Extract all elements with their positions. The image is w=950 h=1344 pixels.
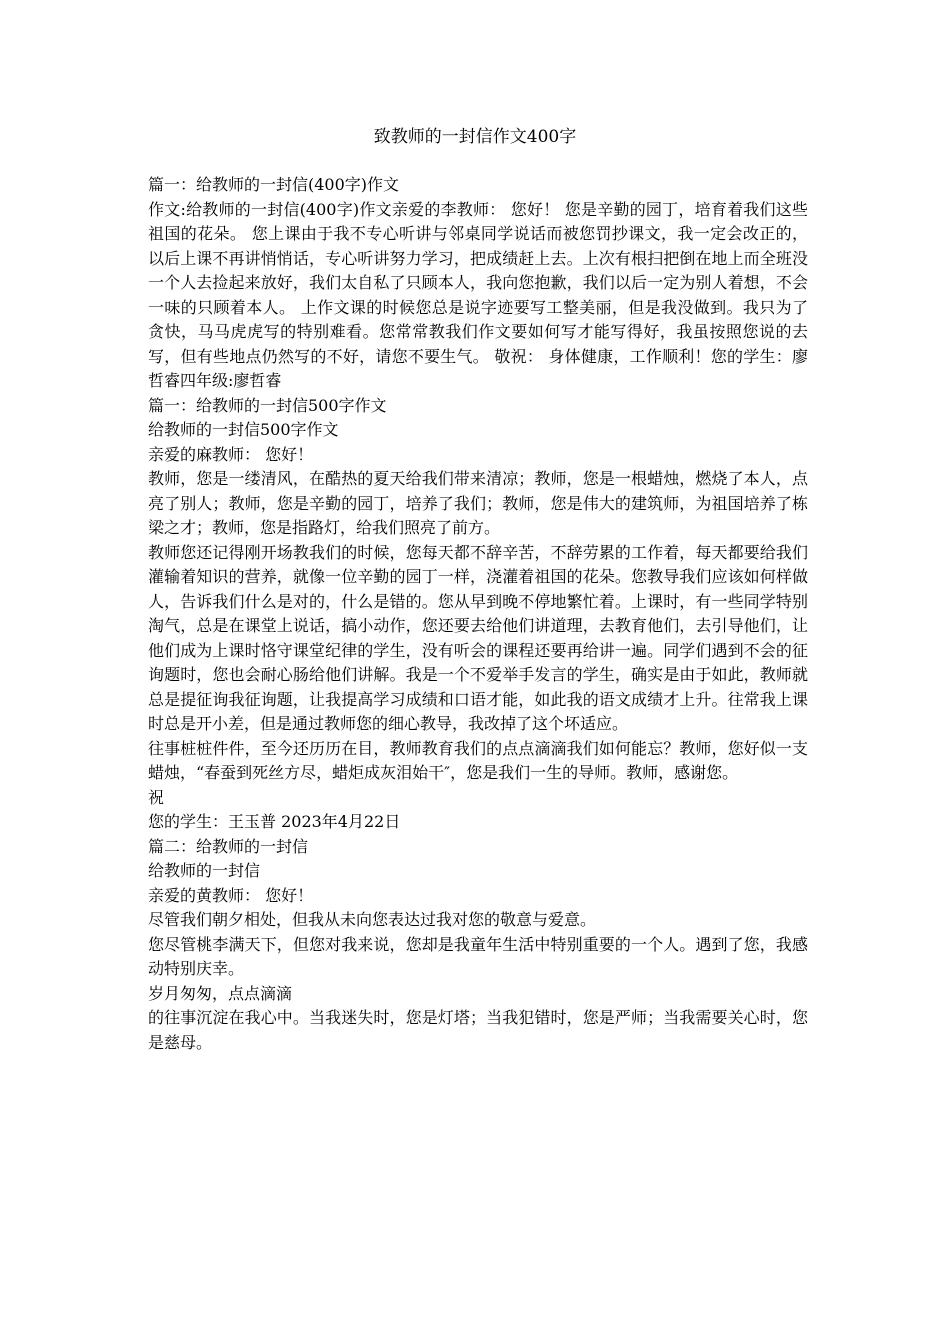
body-paragraph: 作文:给教师的一封信(400字)作文亲爱的李教师： 您好！ 您是辛勤的园丁，培育着我们这些祖国的花朵。 您上课由于我不专心听讲与邻桌同学说话而被您罚抄课文，我一定会改正的，以后上课不再讲悄悄话，专心听讲努力学习，把成绩赶上去。上次有根扫把倒在地上而全班没一个人去捡起来放好，我们太自私了只顾本人，我向您抱歉，我们以后一定为别人着想，不会一味的只顾着本人。 上作文课的时候您总是说字迹要写工整美丽，但是我没做到。我只为了贪快，马马虎虎写的特别难看。您常常教我们作文要如何写才能写得好，我虽按照您说的去写，但有些地点仍然写的不好，请您不要生气。 敬祝： 身体健康，工作顺利！您的学生：廖哲睿四年级:廖哲睿 <box>148 199 808 390</box>
section-heading: 篇一：给教师的一封信(400字)作文 <box>148 175 400 194</box>
body-paragraph: 的往事沉淀在我心中。当我迷失时，您是灯塔；当我犯错时，您是严师；当我需要关心时，您是慈母。 <box>148 1008 808 1052</box>
body-paragraph: 尽管我们朝夕相处，但我从未向您表达过我对您的敬意与爱意。 <box>148 910 597 929</box>
letter-salutation: 亲爱的黄教师： 您好！ <box>148 885 314 905</box>
letter-title: 给教师的一封信 <box>148 861 261 880</box>
document-body <box>148 173 808 1055</box>
body-paragraph: 往事桩桩件件，至今还历历在目，教师教育我们的点点滴滴我们如何能忘？教师，您好似一支蜡烛，“春蚕到死丝方尽，蜡炬成灰泪始干″，您是我们一生的导师。教师，感谢您。 <box>148 738 808 782</box>
body-paragraph: 教师您还记得刚开场教我们的时候，您每天都不辞辛苦，不辞劳累的工作着，每天都要给我们灌输着知识的营养，就像一位辛勤的园丁一样，浇灌着祖国的花朵。您教导我们应该如何样做人，告诉我们什么是对的，什么是错的。您从早到晚不停地繁忙着。上课时，有一些同学特别淘气，总是在课堂上说话，搞小动作，您还要去给他们讲道理，去教育他们，去引导他们，让他们成为上课时恪守课堂纪律的学生，没有听会的课程还要再给讲一遍。同学们遇到不会的征询题时，您也会耐心肠给他们讲解。我是一个不爱举手发言的学生，确实是由于如此，教师就总是提征询我征询题，让我提高学习成绩和口语才能，如此我的语文成绩才上升。往常我上课时总是开小差，但是通过教师您的细心教导，我改掉了这个坏适应。 <box>148 542 808 733</box>
document-title: 致教师的一封信作文400字 <box>373 127 577 147</box>
letter-title: 给教师的一封信500字作文 <box>148 420 339 439</box>
body-paragraph: 教师，您是一缕清风，在酷热的夏天给我们带来清凉；教师，您是一根蜡烛，燃烧了本人，点亮了别人；教师，您是辛勤的园丁，培养了我们；教师，您是伟大的建筑师，为祖国培养了栋梁之才；教师，您是指路灯，给我们照亮了前方。 <box>148 469 808 537</box>
body-paragraph: 岁月匆匆，点点滴滴 <box>148 983 293 1003</box>
section-heading: 篇二：给教师的一封信 <box>148 836 309 856</box>
body-paragraph: 您尽管桃李满天下，但您对我来说，您却是我童年生活中特别重要的一个人。遇到了您，我感动特别庆幸。 <box>148 934 808 978</box>
letter-signature: 您的学生：王玉普 2023年4月22日 <box>148 812 401 831</box>
section-heading: 篇一：给教师的一封信500字作文 <box>148 395 387 415</box>
letter-salutation: 亲爱的麻教师： 您好！ <box>148 444 314 464</box>
letter-closing: 祝 <box>148 787 165 807</box>
